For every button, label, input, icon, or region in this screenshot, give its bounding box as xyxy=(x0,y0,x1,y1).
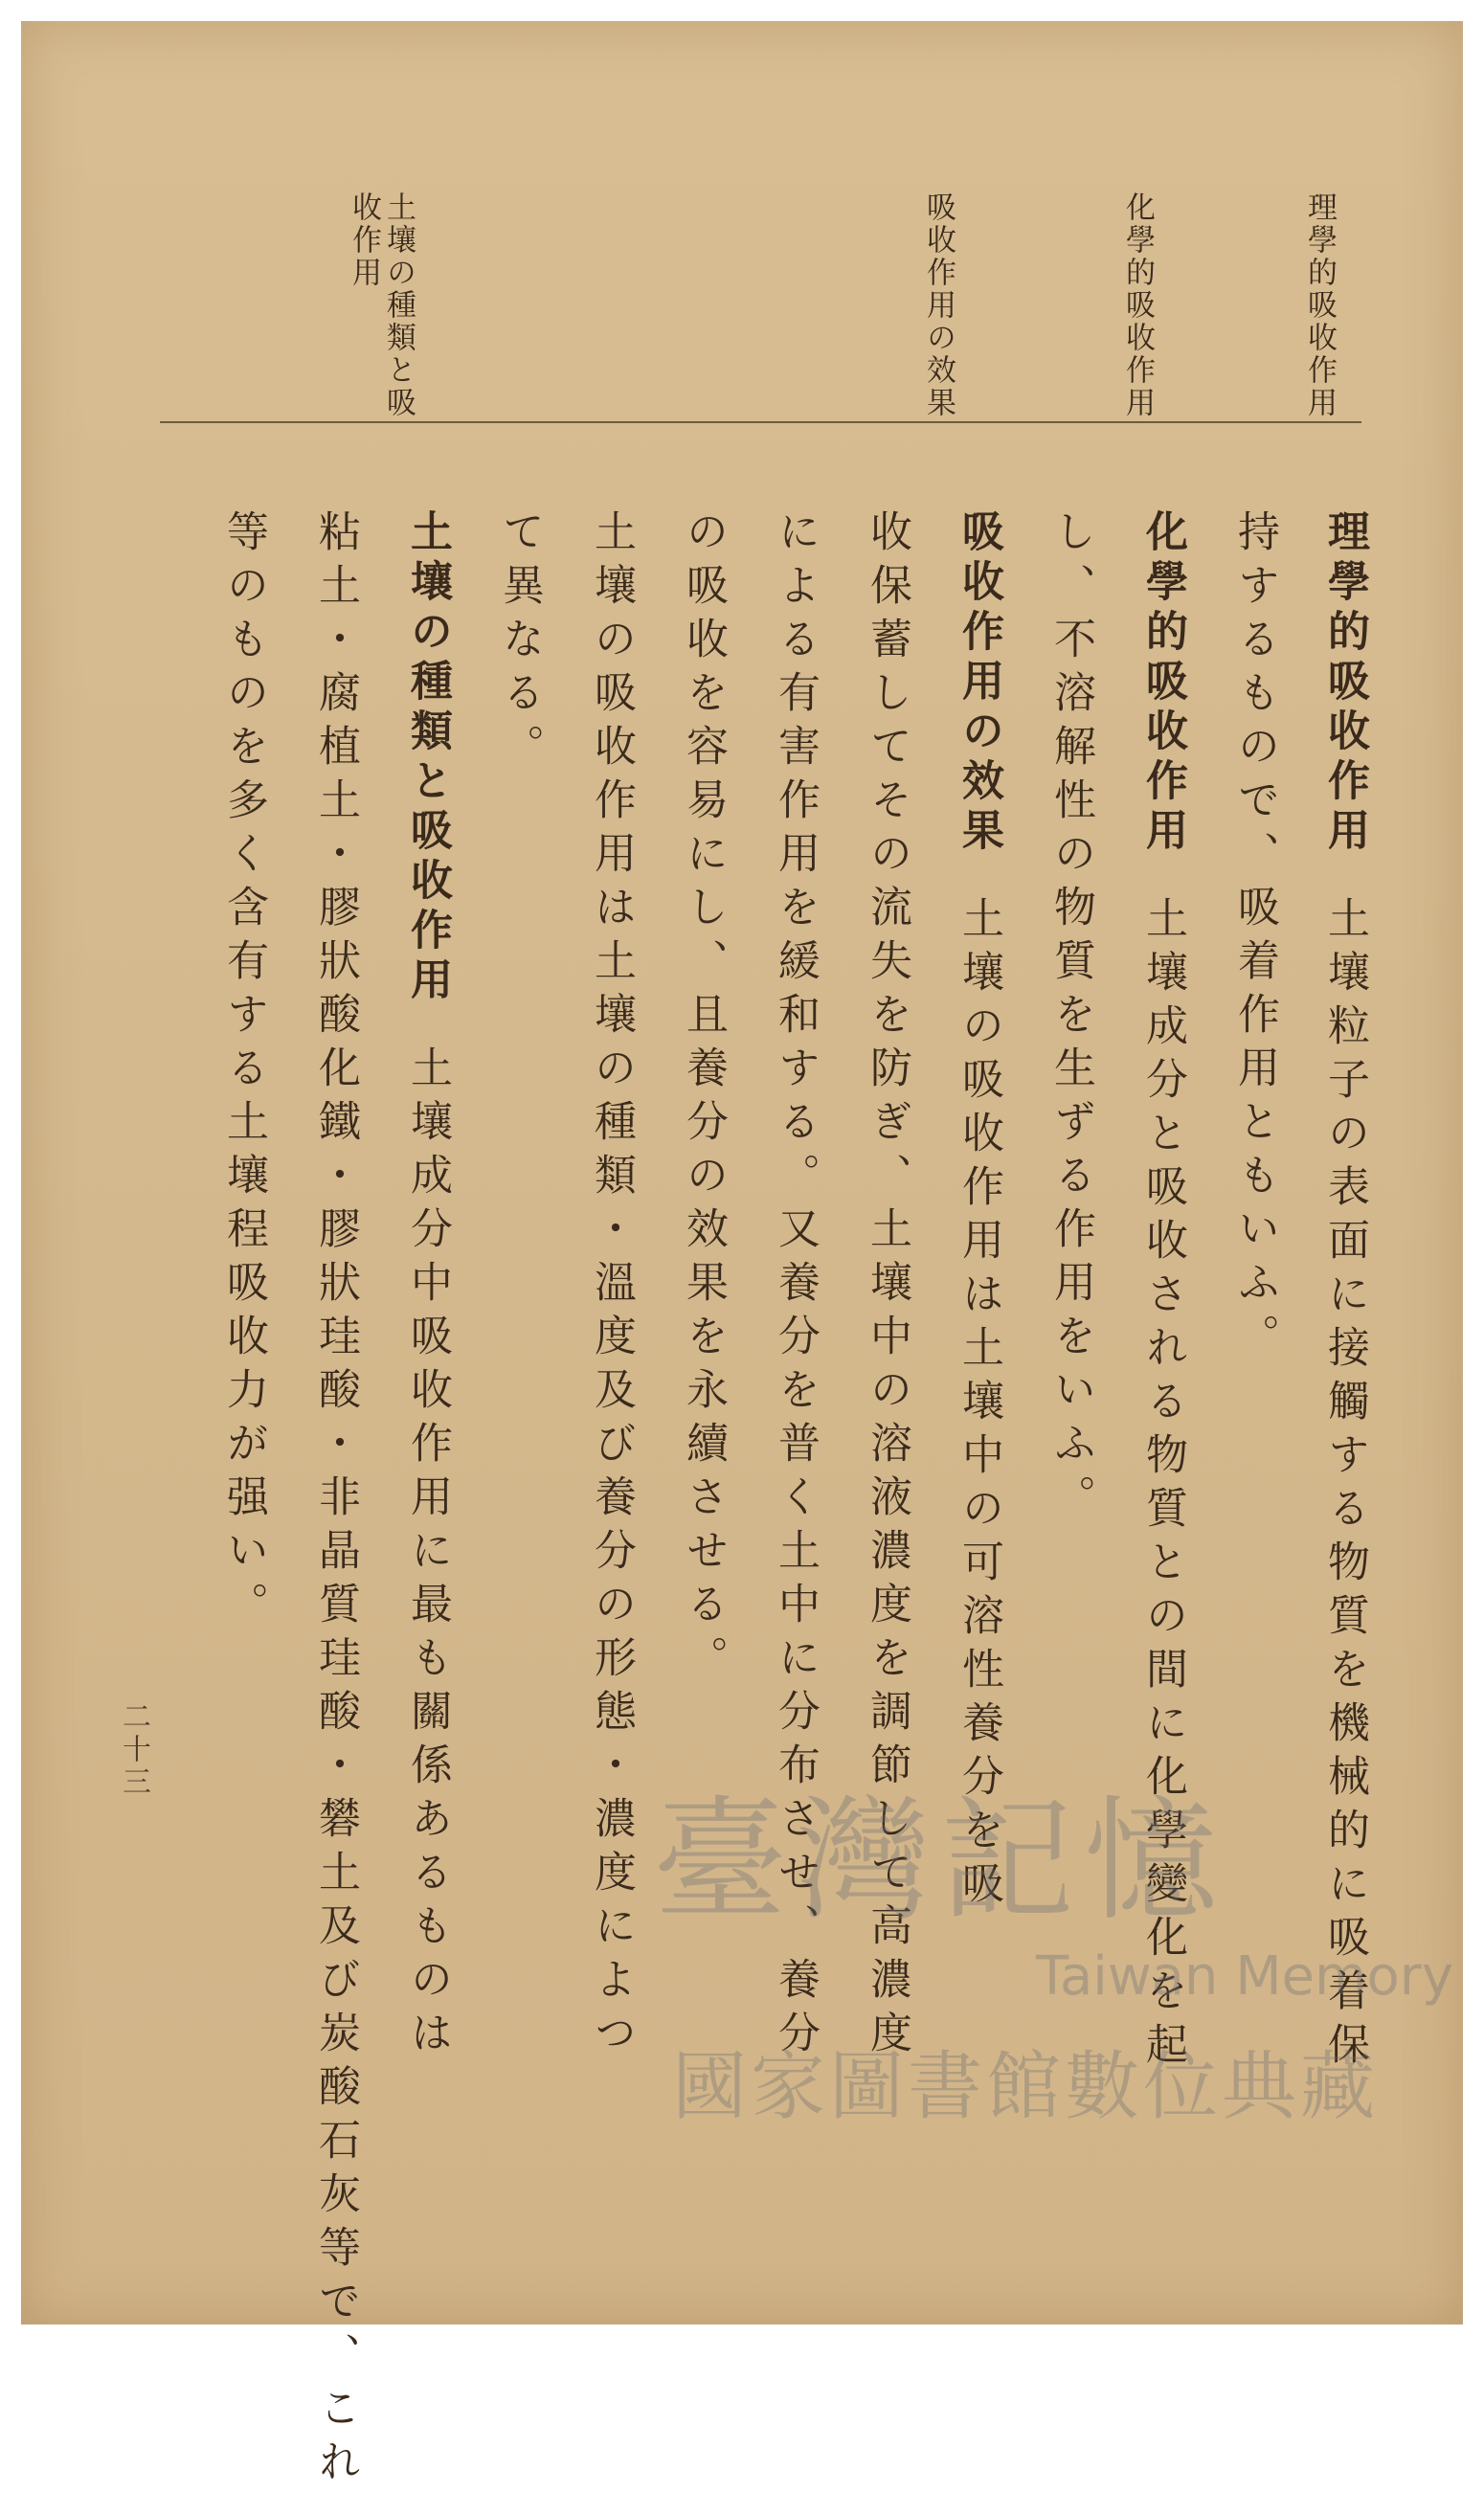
section-heading-absorption-effect: 吸收作用の效果 xyxy=(955,509,1003,858)
body-column-10: て異なる。 xyxy=(495,509,544,777)
watermark-logo: 臺灣記憶 xyxy=(653,1784,1228,1940)
page-number: 二十三 xyxy=(117,1701,150,1799)
margin-note-absorption-effect: 吸收作用の效果 xyxy=(921,191,956,419)
section-heading-soil-types: 土壤の種類と吸收作用 xyxy=(403,509,452,1007)
body-column-11 xyxy=(398,509,456,2064)
body-text: 土壤粒子の表面に接觸する物質を機械的に吸着保 xyxy=(1320,896,1369,2076)
body-text: 土壤の吸收作用は土壤中の可溶性養分を吸 xyxy=(955,896,1003,1915)
body-column-4: し、不溶解性の物質を生ずる作用をいふ。 xyxy=(1046,509,1095,1528)
body-column-1 xyxy=(1315,509,1373,2076)
watermark-english-text: Taiwan Memory xyxy=(1036,1945,1453,2008)
body-column-12: 粘土・腐植土・膠狀酸化鐵・膠狀珪酸・非晶質珪酸・礬土及び炭酸石灰等で、これ xyxy=(311,509,360,2493)
margin-note-soil-types: 土壤の種類と吸收作用 xyxy=(347,191,416,419)
margin-note-physical-absorption: 理學的吸收作用 xyxy=(1302,191,1337,419)
body-column-7: による有害作用を緩和する。又養分を普く土中に分布させ、養分 xyxy=(771,509,820,2064)
body-column-5 xyxy=(950,509,1007,1915)
body-text: 土壤成分と吸收される物質との間に化學變化を起 xyxy=(1138,896,1187,2076)
book-page xyxy=(21,21,1463,2493)
watermark-institution-text: 國家圖書館數位典藏 xyxy=(672,2044,1380,2130)
body-column-2: 持するもので、吸着作用ともいふ。 xyxy=(1230,509,1279,1367)
margin-divider-line xyxy=(160,421,1361,423)
section-heading-physical-absorption: 理學的吸收作用 xyxy=(1320,509,1369,858)
body-column-9: 土壤の吸收作用は土壤の種類・溫度及び養分の形態・濃度によつ xyxy=(587,509,636,2064)
section-heading-chemical-absorption: 化學的吸收作用 xyxy=(1138,509,1187,858)
body-column-6: 收保蓄してその流失を防ぎ、土壤中の溶液濃度を調節して高濃度 xyxy=(863,509,911,2064)
margin-note-chemical-absorption: 化學的吸收作用 xyxy=(1120,191,1155,419)
body-text: 土壤成分中吸收作用に最も關係あるものは xyxy=(403,1045,452,2064)
body-column-8: の吸收を容易にし、且養分の效果を永續させる。 xyxy=(679,509,728,1689)
body-column-13: 等のものを多く含有する土壤程吸收力が强い。 xyxy=(219,509,268,1635)
